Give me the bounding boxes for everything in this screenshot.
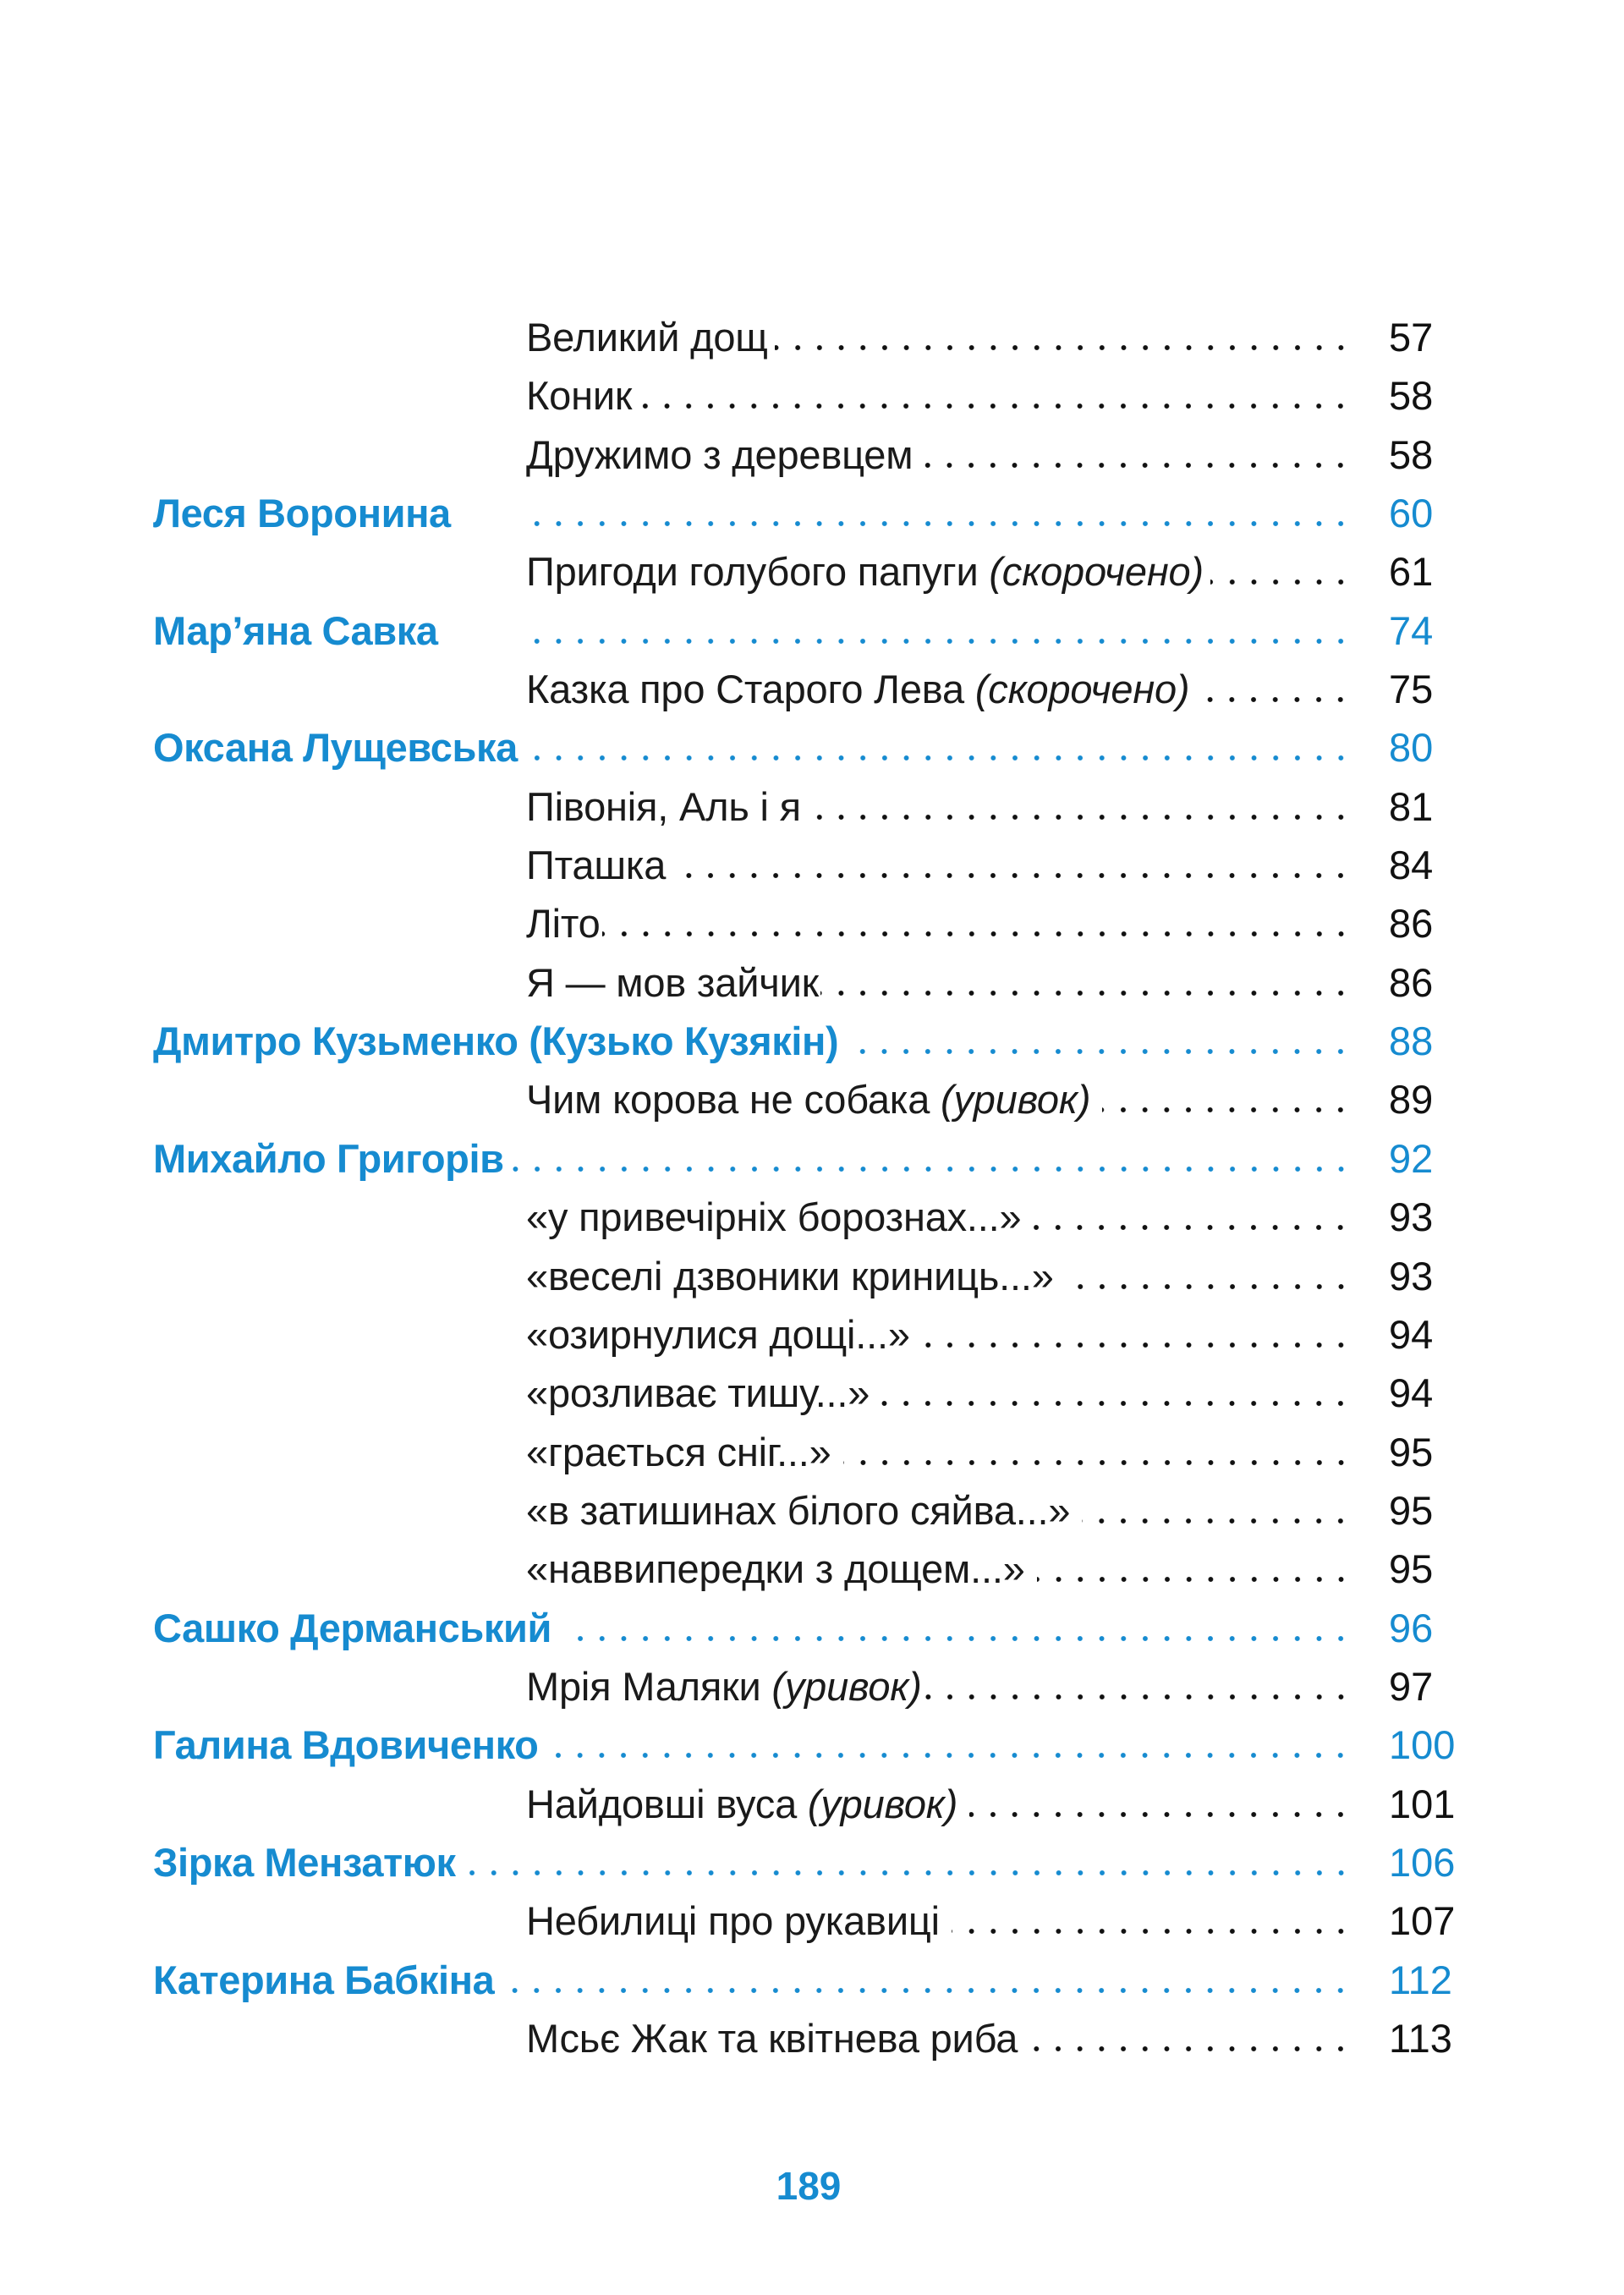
toc-entry[interactable] [0, 1423, 1624, 1481]
toc-entry[interactable] [0, 2009, 1624, 2067]
entry-title: «грається сніг...» [526, 1429, 831, 1474]
page-number: 107 [1389, 1898, 1456, 1944]
author-name: Михайло Григорів [153, 1135, 504, 1181]
page-number: 96 [1389, 1605, 1434, 1650]
entry-title: Мсьє Жак та квітнева риба [526, 2015, 1018, 2061]
toc-entry[interactable] [0, 1070, 1624, 1128]
entry-title: Мрія Маляки (уривок) [526, 1663, 922, 1709]
toc-author[interactable] [0, 601, 1624, 660]
page-number: 106 [1389, 1839, 1456, 1885]
dot-leader [919, 461, 1352, 469]
dot-leader [803, 813, 1352, 821]
page-number: 80 [1389, 725, 1434, 771]
toc-entry[interactable] [0, 1540, 1624, 1598]
toc-author[interactable] [0, 1129, 1624, 1188]
dot-leader [1102, 1106, 1352, 1114]
dot-leader [820, 989, 1352, 997]
toc-entry[interactable] [0, 366, 1624, 425]
page-number: 113 [1389, 2015, 1452, 2061]
page-number: 74 [1389, 607, 1434, 653]
toc-author[interactable] [0, 1716, 1624, 1774]
dot-leader [681, 871, 1352, 880]
dot-leader [843, 1458, 1352, 1467]
author-name: Катерина Бабкіна [153, 1957, 495, 2002]
entry-title: Великий дощ [526, 315, 768, 360]
toc-entry[interactable] [0, 1364, 1624, 1422]
entry-title: «веселі дзвоники криниць...» [526, 1253, 1054, 1298]
table-of-contents [0, 308, 1624, 2067]
entry-title: Пташка [526, 843, 667, 888]
dot-leader [845, 1047, 1352, 1056]
dot-leader [1191, 695, 1352, 704]
author-name: Оксана Лущевська [153, 725, 518, 771]
dot-leader [634, 402, 1352, 410]
page-number: 84 [1389, 843, 1434, 888]
dot-leader [1210, 578, 1352, 586]
toc-entry[interactable] [0, 542, 1624, 601]
author-name: Зірка Мензатюк [153, 1839, 456, 1885]
dot-leader [459, 1869, 1352, 1877]
toc-entry[interactable] [0, 1247, 1624, 1305]
folio-page-number: 189 [776, 2164, 842, 2208]
toc-entry[interactable] [0, 1481, 1624, 1540]
page-number: 61 [1389, 549, 1434, 595]
page-number: 94 [1389, 1311, 1434, 1357]
page-number: 92 [1389, 1135, 1434, 1181]
entry-title: «наввипередки з дощем...» [526, 1546, 1025, 1592]
dot-leader [533, 637, 1352, 645]
page-number: 58 [1389, 431, 1434, 477]
author-name: Сашко Дерманський [153, 1605, 552, 1650]
dot-leader [1082, 1517, 1352, 1525]
page-number: 95 [1389, 1487, 1434, 1533]
page-number: 60 [1389, 491, 1434, 536]
dot-leader [881, 1399, 1352, 1408]
dot-leader [506, 1165, 1352, 1173]
entry-title: Коник [526, 373, 633, 419]
toc-entry[interactable] [0, 1657, 1624, 1716]
toc-entry[interactable] [0, 1305, 1624, 1364]
entry-title: Найдовші вуса (уривок) [526, 1781, 958, 1826]
page-number: 93 [1389, 1194, 1434, 1240]
author-name: Дмитро Кузьменко (Кузько Кузякін) [153, 1018, 839, 1064]
dot-leader [922, 1341, 1352, 1349]
page-number: 97 [1389, 1663, 1434, 1709]
entry-title: Дружимо з деревцем [526, 431, 914, 477]
dot-leader [775, 343, 1352, 352]
page-number: 94 [1389, 1370, 1434, 1416]
entry-title: «в затишинах білого сяйва...» [526, 1487, 1071, 1533]
toc-entry[interactable] [0, 660, 1624, 718]
page-number: 86 [1389, 959, 1434, 1005]
page-number: 95 [1389, 1546, 1434, 1592]
entry-title: Я — мов зайчик [526, 959, 819, 1005]
entry-title: «розливає тишу...» [526, 1370, 870, 1416]
dot-leader [508, 1986, 1352, 1995]
page-number: 75 [1389, 667, 1434, 712]
page-number: 101 [1389, 1781, 1456, 1826]
toc-entry[interactable] [0, 894, 1624, 953]
toc-entry[interactable] [0, 426, 1624, 484]
dot-leader [551, 1751, 1352, 1760]
dot-leader [565, 1634, 1352, 1643]
page-number: 89 [1389, 1077, 1434, 1123]
entry-title: Пригоди голубого папуги (скорочено) [526, 549, 1204, 595]
entry-title: Небилиці про рукавиці [526, 1898, 940, 1944]
page-number: 93 [1389, 1253, 1434, 1298]
entry-title: «у привечірніх борознах...» [526, 1194, 1022, 1240]
toc-author[interactable] [0, 718, 1624, 777]
toc-author[interactable] [0, 1599, 1624, 1657]
dot-leader [1019, 2045, 1352, 2053]
toc-entry[interactable] [0, 1775, 1624, 1833]
author-name: Мар’яна Савка [153, 607, 438, 653]
page-number: 57 [1389, 315, 1434, 360]
entry-title: Казка про Старого Лева (скорочено) [526, 667, 1190, 712]
toc-entry[interactable] [0, 953, 1624, 1012]
author-name: Галина Вдовиченко [153, 1722, 539, 1768]
author-name: Леся Воронина [153, 491, 451, 536]
toc-author[interactable] [0, 484, 1624, 542]
page-number: 81 [1389, 783, 1434, 829]
dot-leader [952, 1927, 1352, 1935]
page-number: 58 [1389, 373, 1434, 419]
dot-leader [1033, 1223, 1352, 1232]
entry-title: Півонія, Аль і я [526, 783, 801, 829]
toc-author[interactable] [0, 1833, 1624, 1891]
page-number: 95 [1389, 1429, 1434, 1474]
toc-entry[interactable] [0, 308, 1624, 366]
toc-entry[interactable] [0, 836, 1624, 894]
dot-leader [524, 754, 1352, 762]
dot-leader [1066, 1282, 1352, 1291]
page-number: 112 [1389, 1957, 1452, 2002]
page-number: 88 [1389, 1018, 1434, 1064]
toc-entry[interactable] [0, 777, 1624, 836]
dot-leader [924, 1693, 1352, 1701]
entry-title: «озирнулися дощі...» [526, 1311, 910, 1357]
entry-title: Літо [526, 901, 601, 947]
dot-leader [969, 1810, 1352, 1819]
page-number: 86 [1389, 901, 1434, 947]
toc-author[interactable] [0, 1012, 1624, 1070]
dot-leader [1037, 1575, 1352, 1584]
toc-entry[interactable] [0, 1188, 1624, 1246]
page-number: 100 [1389, 1722, 1456, 1768]
dot-leader [533, 519, 1352, 528]
toc-entry[interactable] [0, 1891, 1624, 1950]
entry-title: Чим корова не собака (уривок) [526, 1077, 1091, 1123]
dot-leader [602, 930, 1352, 938]
toc-author[interactable] [0, 1951, 1624, 2009]
